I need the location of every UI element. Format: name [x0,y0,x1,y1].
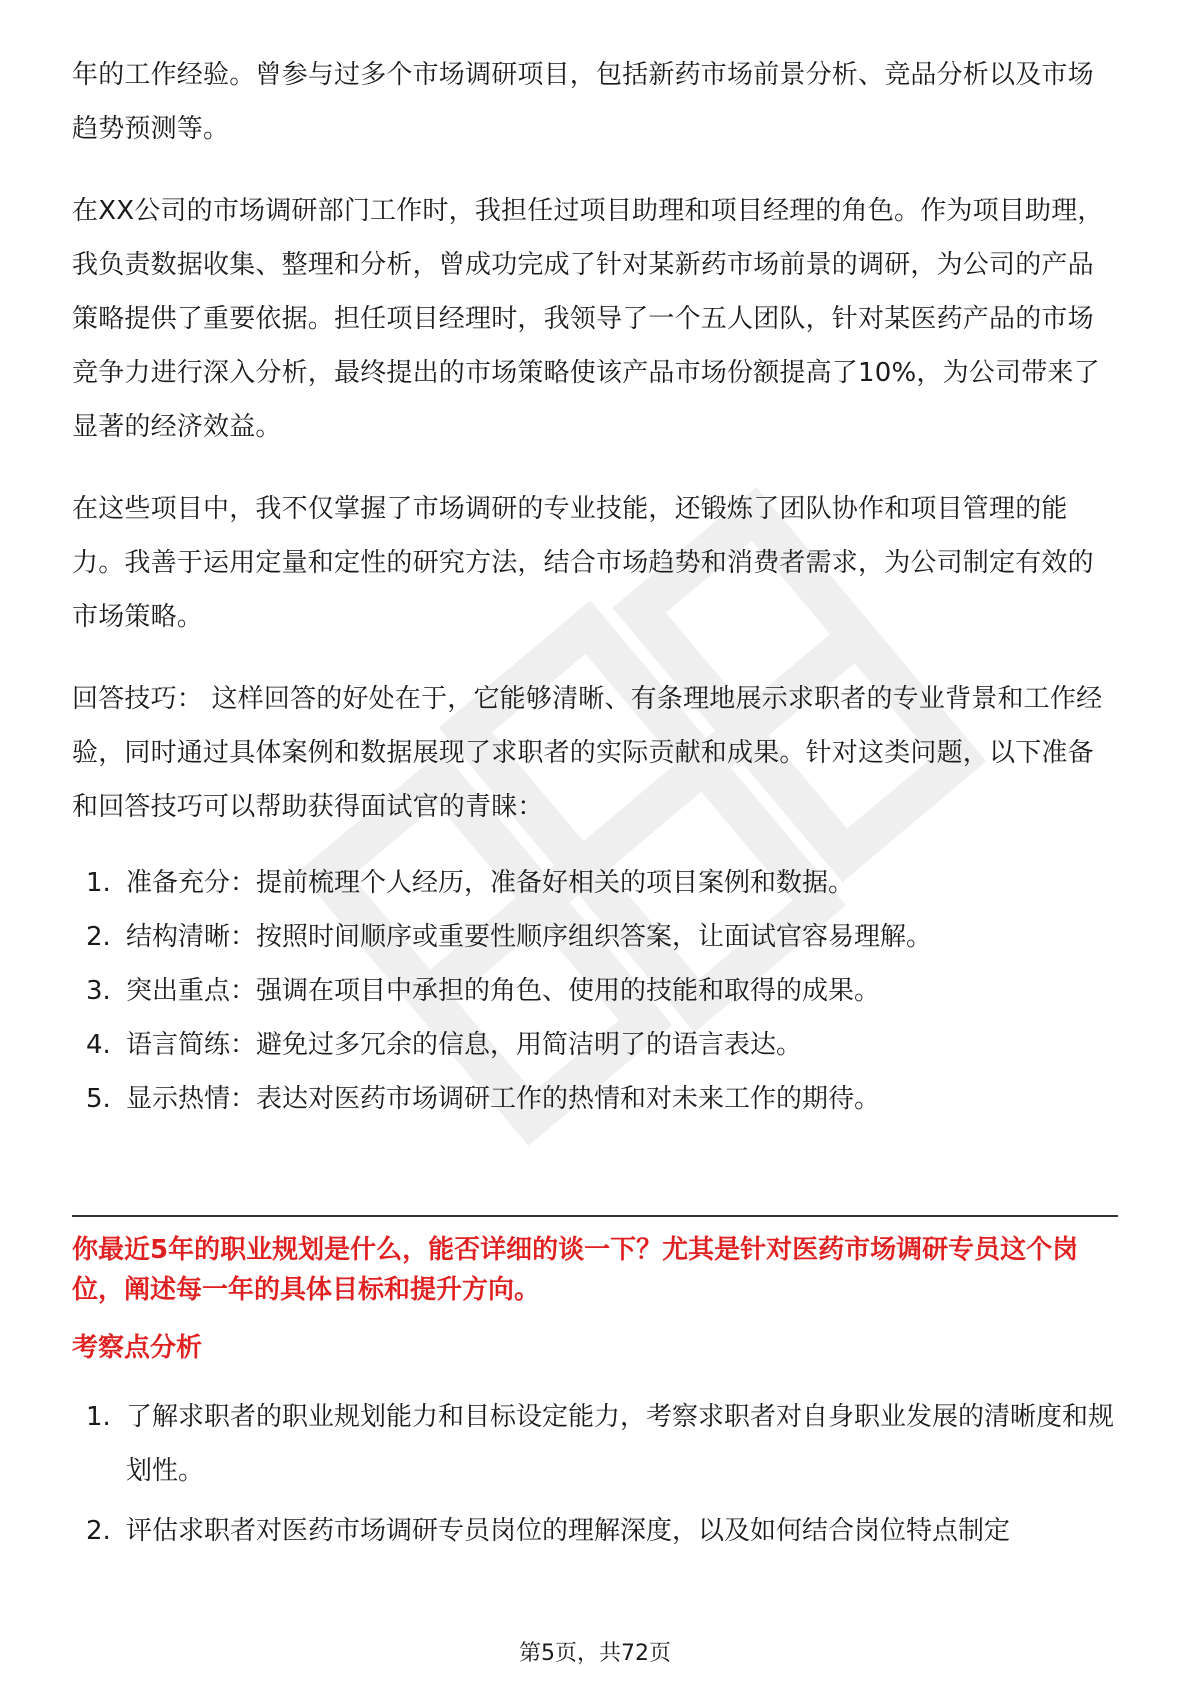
list-item: 2. 评估求职者对医药市场调研专员岗位的理解深度，以及如何结合岗位特点制定 [86,1516,1011,1546]
paragraph-answer-tips: 回答技巧： 这样回答的好处在于，它能够清晰、有条理地展示求职者的专业背景和工作经验，同时通过具体案例和数据展现了求职者的实际贡献和成果。针对这类问题，以下准备和回答技巧可以帮助获得面试官的青睐： [72,684,1103,822]
list-item: 1. 了解求职者的职业规划能力和目标设定能力，考察求职者对自身职业发展的清晰度和规划性。 [86,1402,1115,1486]
document-body [72,48,1118,1126]
list-item: 1. 准备充分：提前梳理个人经历，准备好相关的项目案例和数据。 [86,868,855,898]
list-item: 4. 语言简练：避免过多冗余的信息，用简洁明了的语言表达。 [86,1030,803,1060]
analysis-list [72,1390,1118,1564]
list-item: 5. 显示热情：表达对医药市场调研工作的热情和对未来工作的期待。 [86,1084,881,1114]
list-item: 2. 结构清晰：按照时间顺序或重要性顺序组织答案，让面试官容易理解。 [86,922,933,952]
analysis-section-title: 考察点分析 [72,1333,203,1363]
paragraph-experience-intro: 年的工作经验。曾参与过多个市场调研项目，包括新药市场前景分析、竞品分析以及市场趋势预测等。 [72,60,1094,144]
list-item: 3. 突出重点：强调在项目中承担的角色、使用的技能和取得的成果。 [86,976,881,1006]
tips-list [72,856,1118,1126]
paragraph-company-roles: 在XX公司的市场调研部门工作时，我担任过项目助理和项目经理的角色。作为项目助理，我负责数据收集、整理和分析，曾成功完成了针对某新药市场前景的调研，为公司的产品策略提供了重要依据。担任项目经理时，我领导了一个五人团队，针对某医药产品的市场竞争力进行深入分析，最终提出的市场策略使该产品市场份额提高了10%，为公司带来了显著的经济效益。 [72,196,1104,442]
section-divider [72,1215,1118,1217]
page-number: 第5页，共72页 [519,1641,671,1666]
paragraph-skills: 在这些项目中，我不仅掌握了市场调研的专业技能，还锻炼了团队协作和项目管理的能力。我善于运用定量和定性的研究方法，结合市场趋势和消费者需求，为公司制定有效的市场策略。 [72,494,1094,632]
question-heading: 你最近5年的职业规划是什么，能否详细的谈一下？尤其是针对医药市场调研专员这个岗位，阐述每一年的具体目标和提升方向。 [72,1235,1079,1305]
